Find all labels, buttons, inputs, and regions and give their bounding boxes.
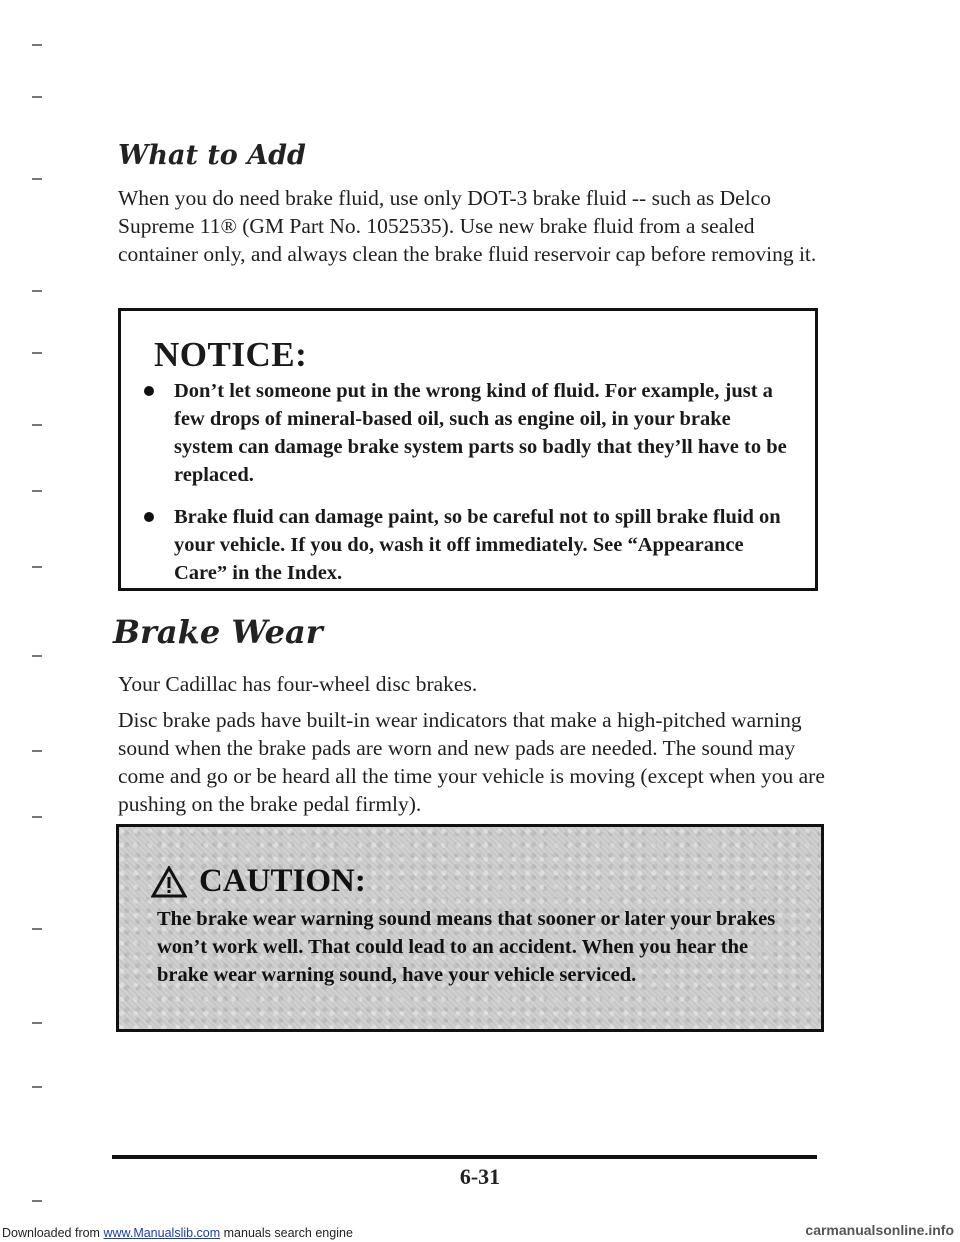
edge-mark bbox=[32, 928, 42, 930]
caution-box bbox=[116, 824, 824, 1032]
watermark: carmanualsonline.info bbox=[805, 1222, 954, 1238]
notice-list bbox=[141, 367, 791, 587]
edge-mark bbox=[32, 655, 42, 657]
edge-mark bbox=[32, 44, 42, 46]
edge-mark bbox=[32, 178, 42, 180]
footer-prefix: Downloaded from bbox=[2, 1226, 104, 1240]
caution-title: CAUTION: bbox=[199, 863, 366, 899]
brake-wear-heading: Brake Wear bbox=[113, 613, 323, 651]
download-footer bbox=[2, 1226, 353, 1240]
edge-mark bbox=[32, 424, 42, 426]
edge-mark bbox=[32, 1022, 42, 1024]
edge-mark bbox=[32, 490, 42, 492]
caution-text: The brake wear warning sound means that sooner or later your brakes won’t work well. That could lead to an accident. When you hear the brake wear warning sound, have your vehicle serviced. bbox=[157, 908, 776, 986]
brake-wear-paragraph-1: Your Cadillac has four-wheel disc brakes. bbox=[118, 672, 478, 696]
notice-box bbox=[118, 308, 818, 591]
edge-mark bbox=[32, 96, 42, 98]
what-to-add-paragraph: When you do need brake fluid, use only DOT-3 brake fluid -- such as Delco Supreme 11® (GM Part No. 1052535). Use new brake fluid from a sealed container only, and always clean the brake fluid reservoir cap before removing it. bbox=[118, 186, 817, 266]
manualslib-link[interactable]: www.Manualslib.com bbox=[103, 1226, 221, 1240]
footer-rule bbox=[112, 1155, 817, 1159]
edge-mark bbox=[32, 1200, 42, 1202]
list-item bbox=[141, 503, 791, 587]
edge-mark bbox=[32, 816, 42, 818]
edge-mark bbox=[32, 290, 42, 292]
edge-mark bbox=[32, 566, 42, 568]
edge-mark bbox=[32, 1086, 42, 1088]
page-number: 6-31 bbox=[459, 1164, 501, 1189]
brake-wear-paragraph-2: Disc brake pads have built-in wear indicators that make a high-pitched warning sound when the brake pads are worn and new pads are needed. The sound may come and go or be heard all the time your vehicle is moving (except when you are pushing on the brake pedal firmly). bbox=[118, 708, 825, 816]
notice-item-text: Brake fluid can damage paint, so be careful not to spill brake fluid on your vehicle. If you do, wash it off immediately. See “Appearance Care” in the Index. bbox=[174, 506, 781, 584]
what-to-add-heading: What to Add bbox=[118, 140, 306, 171]
notice-item-text: Don’t let someone put in the wrong kind of fluid. For example, just a few drops of mineral-based oil, such as engine oil, in your brake system can damage brake system parts so badly that they’ll have to be replaced. bbox=[174, 380, 787, 486]
bullet-icon bbox=[144, 512, 154, 522]
warning-triangle-icon bbox=[151, 866, 187, 898]
bullet-icon bbox=[144, 386, 154, 396]
footer-suffix: manuals search engine bbox=[220, 1226, 353, 1240]
edge-mark bbox=[32, 750, 42, 752]
caution-header bbox=[151, 863, 366, 900]
list-item bbox=[141, 377, 791, 489]
edge-mark bbox=[32, 352, 42, 354]
notice-title: NOTICE: bbox=[154, 335, 308, 374]
